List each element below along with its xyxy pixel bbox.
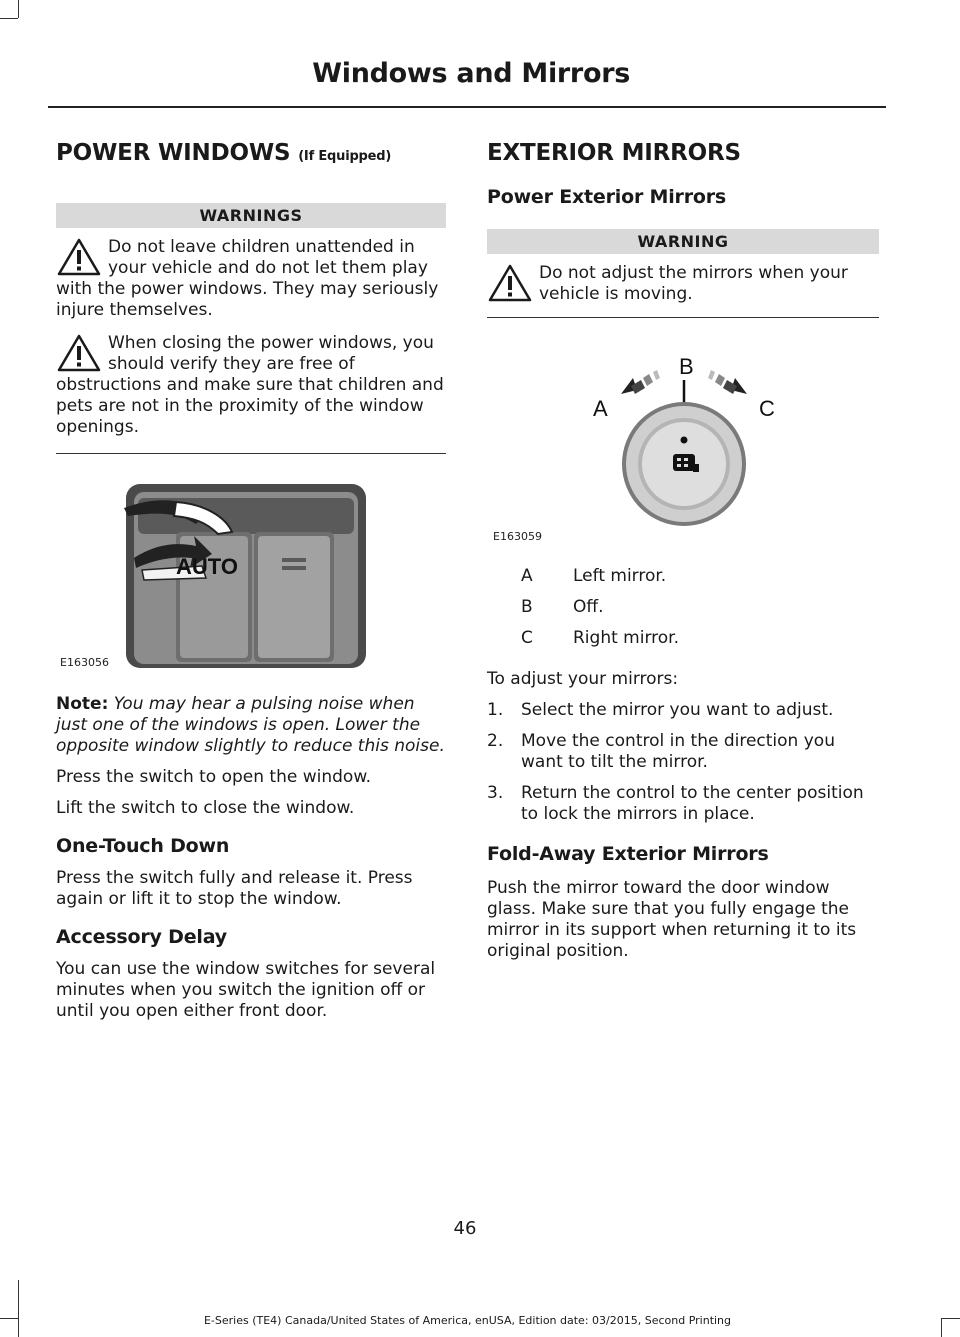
warning-heading: WARNING (487, 229, 879, 254)
paragraph-close: Lift the switch to close the window. (56, 798, 355, 818)
figure-id: E163059 (493, 530, 542, 543)
window-switch-illustration (56, 484, 446, 668)
step-text: Move the control in the direction you want to tilt the mirror. (521, 731, 835, 772)
section-title-text: POWER WINDOWS (56, 140, 291, 166)
warning-text: Do not adjust the mirrors when your vehicle is moving. (539, 263, 848, 304)
legend-text: Right mirror. (573, 628, 679, 648)
paragraph-accessory-delay: You can use the window switches for several minutes when you switch the ignition off or until you open either front door. (56, 959, 436, 1021)
step-number: 1. (487, 700, 504, 720)
legend-key: A (521, 566, 533, 586)
section-title-exterior-mirrors: EXTERIOR MIRRORS (487, 140, 741, 166)
step-text: Select the mirror you want to adjust. (521, 700, 834, 720)
warning-icon (56, 333, 102, 373)
warnings-heading: WARNINGS (56, 203, 446, 228)
paragraph-open: Press the switch to open the window. (56, 767, 372, 787)
note-label: Note: (56, 694, 109, 714)
list-item (487, 731, 879, 773)
warning-closing (56, 333, 446, 438)
warning-mirrors (487, 263, 879, 305)
dial-label-a: A (593, 396, 608, 421)
subheading-accessory-delay: Accessory Delay (56, 926, 227, 948)
dial-label-c: C (759, 396, 775, 421)
figure-id: E163056 (60, 656, 109, 669)
warning-text: When closing the power windows, you should verify they are free of obstructions and make sure that children and pets are not in the proximity of the window openings. (56, 333, 444, 437)
legend-row (487, 597, 879, 618)
page-footer: E-Series (TE4) Canada/United States of America, enUSA, Edition date: 03/2015, Second Printing (203, 1314, 732, 1327)
warning-icon (487, 263, 533, 303)
legend-key: B (521, 597, 533, 617)
page-title: Windows and Mirrors (312, 58, 630, 89)
warning-children (56, 237, 446, 321)
legend-text: Left mirror. (573, 566, 667, 586)
crop-mark (941, 1318, 942, 1337)
step-number: 3. (487, 783, 504, 803)
dial-label-b: B (679, 354, 694, 379)
subheading-one-touch-down: One-Touch Down (56, 835, 230, 857)
left-column (56, 140, 446, 1022)
paragraph-fold-away: Push the mirror toward the door window glass. Make sure that you fully engage the mirror in its support when returning it to its original position. (487, 878, 857, 961)
auto-label: AUTO (176, 554, 238, 579)
right-column (487, 140, 879, 962)
mirror-dial-illustration (487, 346, 879, 542)
page-number: 46 (453, 1218, 477, 1239)
legend-text: Off. (573, 597, 604, 617)
mirror-control-figure (487, 346, 879, 560)
paragraph-one-touch-down: Press the switch fully and release it. Press again or lift it to stop the window. (56, 868, 413, 909)
legend-key: C (521, 628, 533, 648)
subheading-power-exterior-mirrors: Power Exterior Mirrors (487, 186, 727, 208)
crop-mark (18, 1280, 19, 1337)
list-item (487, 783, 879, 825)
warning-divider (487, 317, 879, 318)
legend-row (487, 566, 879, 587)
header-divider (48, 106, 886, 108)
list-item (487, 700, 879, 721)
crop-mark (18, 0, 19, 18)
legend-row (487, 628, 879, 649)
warning-icon (56, 237, 102, 277)
warning-divider (56, 453, 446, 454)
step-number: 2. (487, 731, 504, 751)
section-qualifier: (If Equipped) (298, 149, 392, 164)
adjust-intro: To adjust your mirrors: (487, 669, 679, 689)
mirror-legend (487, 566, 879, 649)
section-title-power-windows (56, 140, 446, 166)
note-text: You may hear a pulsing noise when just one of the windows is open. Lower the opposite window slightly to reduce this noise. (56, 694, 445, 756)
crop-mark (941, 1318, 960, 1319)
window-switch-figure (56, 484, 446, 678)
adjust-steps (487, 700, 879, 825)
step-text: Return the control to the center position to lock the mirrors in place. (521, 783, 864, 824)
note-paragraph (56, 694, 446, 757)
subheading-fold-away-mirrors: Fold-Away Exterior Mirrors (487, 843, 769, 865)
crop-mark (0, 18, 18, 19)
warning-text: Do not leave children unattended in your vehicle and do not let them play with the power windows. They may seriously injure themselves. (56, 237, 439, 320)
